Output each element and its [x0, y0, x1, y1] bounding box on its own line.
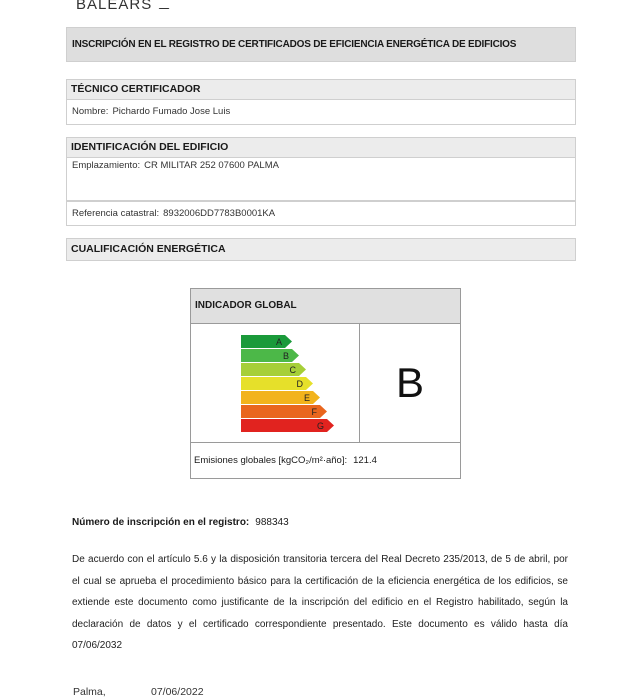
energy-scale — [241, 335, 334, 433]
edificio-section-heading: IDENTIFICACIÓN DEL EDIFICIO — [66, 137, 576, 158]
indicador-heading: INDICADOR GLOBAL — [191, 289, 460, 324]
energy-bar-letter: G — [316, 421, 324, 431]
registro-label: Número de inscripción en el registro: — [72, 517, 250, 528]
energy-bar-shape — [241, 335, 292, 348]
document-title-text: INSCRIPCIÓN EN EL REGISTRO DE CERTIFICADOS DE EFICIENCIA ENERGÉTICA DE EDIFICIOS — [72, 39, 517, 50]
energy-bar-f — [241, 405, 327, 419]
energy-bar-letter: A — [275, 337, 282, 347]
energy-bar-c — [241, 363, 306, 377]
registro-line — [72, 517, 289, 528]
energy-bar-g — [241, 419, 334, 433]
energy-bar-shape — [241, 349, 299, 362]
energy-bar-d — [241, 377, 313, 391]
energy-bar-letter: C — [289, 365, 296, 375]
energy-bar-b — [241, 349, 299, 363]
brand-logo — [76, 0, 164, 13]
emisiones-label: Emisiones globales [kgCO₂/m²·año]: — [194, 455, 348, 466]
brand-name: BALEARS — [76, 0, 153, 13]
document-title — [66, 27, 576, 62]
nombre-value: Pichardo Fumado Jose Luis — [112, 106, 231, 117]
energy-bar-letter: D — [296, 379, 303, 389]
signature-place: Palma, — [73, 686, 106, 698]
registro-value: 988343 — [255, 517, 289, 528]
legal-paragraph: De acuerdo con el artículo 5.6 y la disposición transitoria tercera del Real Decreto 235/2013, de 5 de abril, por el cual se aprueba el procedimiento básico para la certificación de la eficiencia energética de los edificios, se extiende este documento como justificante de la inscripción del edificio en el Registro habilitado, según la declaración de datos y el certificado correspondiente presentado. Este documento es válido hasta día 07/06/2032 — [72, 554, 568, 651]
tecnico-section-heading: TÉCNICO CERTIFICADOR — [66, 79, 576, 100]
nombre-label: Nombre: — [72, 106, 109, 117]
energy-bar-letter: B — [282, 351, 289, 361]
emplazamiento-value: CR MILITAR 252 07600 PALMA — [144, 160, 279, 171]
indicador-global-box — [190, 288, 461, 479]
emisiones-row — [191, 442, 460, 478]
energy-bar-shape — [241, 363, 306, 376]
energy-bar-letter: E — [303, 393, 310, 403]
cualificacion-section-heading: CUALIFICACIÓN ENERGÉTICA — [66, 238, 576, 261]
energy-rating-letter: B — [395, 358, 424, 406]
energy-bar-letter: F — [311, 407, 317, 417]
referencia-value: 8932006DD7783B0001KA — [163, 208, 276, 219]
energy-scale-panel — [191, 323, 360, 442]
emplazamiento-label: Emplazamiento: — [72, 160, 141, 171]
emisiones-value: 121.4 — [353, 455, 377, 466]
energy-bar-a — [241, 335, 292, 349]
emplazamiento-row — [66, 158, 576, 201]
energy-bar-e — [241, 391, 320, 405]
referencia-label: Referencia catastral: — [72, 208, 160, 219]
tecnico-nombre-row — [66, 100, 576, 125]
signature-date: 07/06/2022 — [151, 686, 204, 698]
referencia-row — [66, 201, 576, 226]
